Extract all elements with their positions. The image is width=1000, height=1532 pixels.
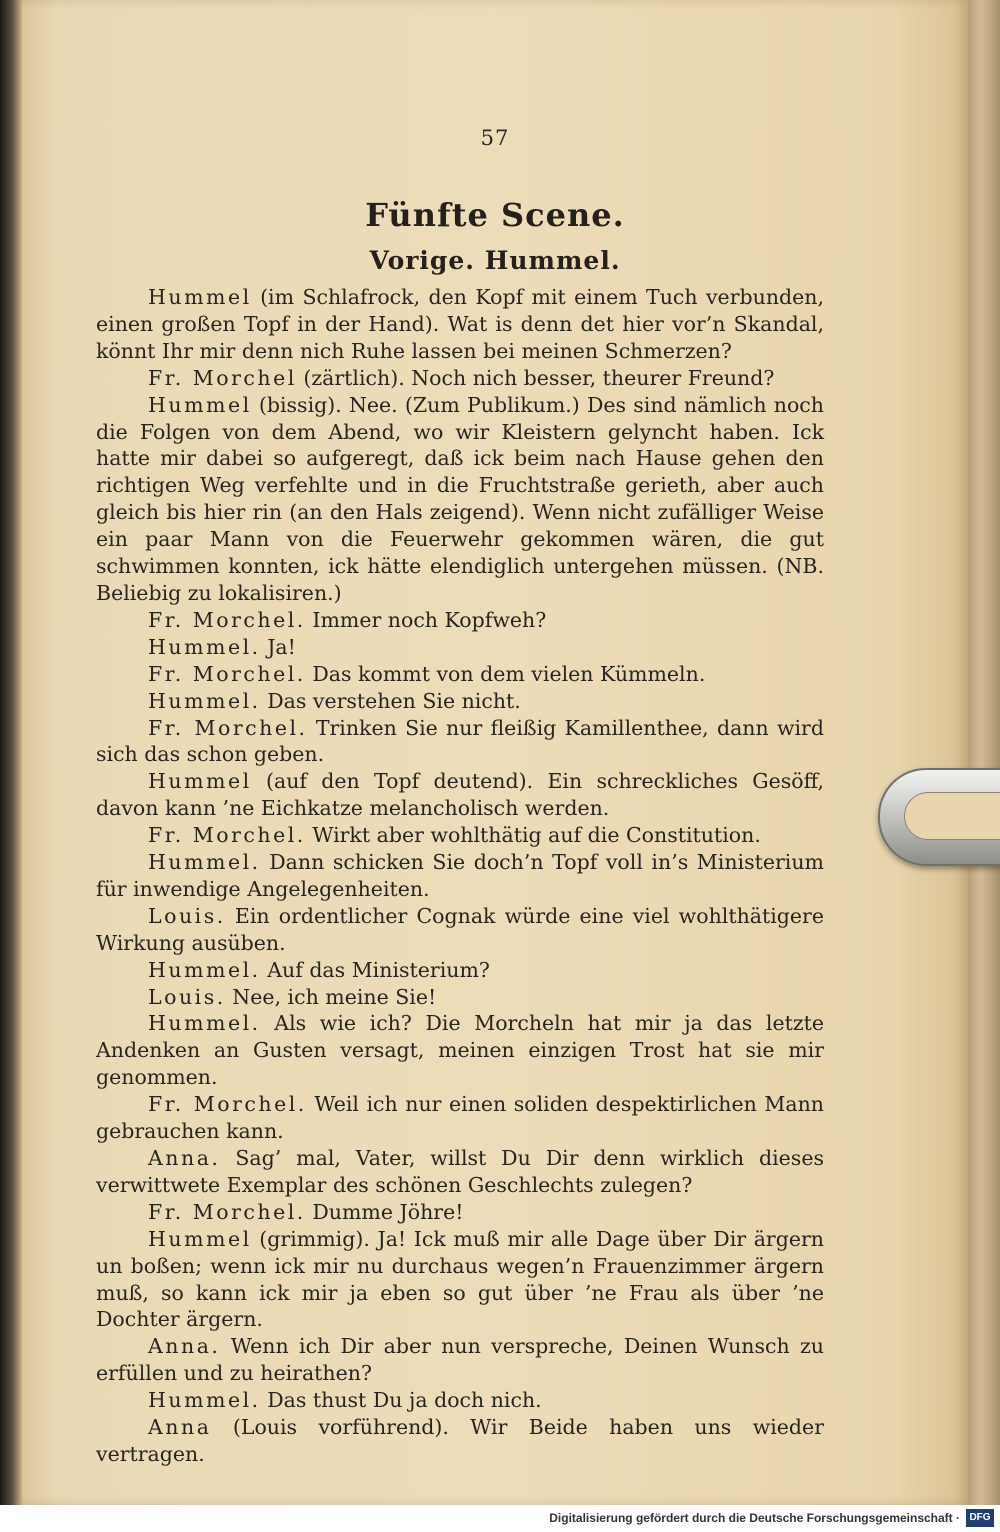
dialogue-paragraph bbox=[96, 849, 824, 903]
dialogue-paragraph bbox=[96, 607, 824, 634]
dialogue-paragraph bbox=[96, 1387, 824, 1414]
dialogue-paragraph bbox=[96, 1091, 824, 1145]
dialogue-line: Dumme Jöhre! bbox=[312, 1199, 464, 1224]
dialogue-paragraph bbox=[96, 1199, 824, 1226]
dialogue-line: (auf den Topf deutend). Ein schreckliches Gesöff, davon kann ’ne Eichkatze melancholisch werden. bbox=[96, 769, 824, 821]
dialogue-line: Sag’ mal, Vater, willst Du Dir denn wirklich dieses verwittwete Exemplar des schönen Geschlechts zulegen? bbox=[96, 1146, 824, 1197]
speaker-name: Fr. Morchel. bbox=[148, 607, 306, 632]
dialogue-paragraph bbox=[96, 957, 824, 984]
dialogue-line: (grimmig). Ja! Ick muß mir alle Dage über Dir ärgern un boßen; wenn ick mir nu durchaus wegen’n Frauenzimmer ärgern muß, so kann ick mir ja eben so gut über ’ne Frau als über ’ne Dochter ärgern. bbox=[96, 1226, 824, 1332]
footer-credit: Digitalisierung gefördert durch die Deutsche Forschungsgemeinschaft · bbox=[549, 1511, 960, 1525]
dialogue-line: Das kommt von dem vielen Kümmeln. bbox=[312, 661, 706, 686]
speaker-name: Hummel bbox=[148, 392, 252, 417]
dialogue-line: Das verstehen Sie nicht. bbox=[267, 688, 521, 713]
speaker-name: Hummel. bbox=[148, 957, 261, 982]
speaker-name: Fr. Morchel. bbox=[148, 661, 306, 686]
scene-subtitle: Vorige. Hummel. bbox=[369, 246, 621, 275]
dialogue-line: Weil ich nur einen soliden despektirlichen Mann gebrauchen kann. bbox=[96, 1092, 824, 1144]
dialogue-paragraph bbox=[96, 688, 824, 715]
dialogue-line: Das thust Du ja doch nich. bbox=[267, 1388, 542, 1413]
speaker-name: Hummel. bbox=[148, 1388, 261, 1413]
speaker-name: Louis. bbox=[148, 984, 226, 1009]
dialogue-paragraph bbox=[96, 1010, 824, 1091]
dialogue-line: Immer noch Kopfweh? bbox=[312, 607, 547, 632]
speaker-name: Hummel. bbox=[148, 634, 261, 659]
dialogue-line: Wirkt aber wohlthätig auf die Constitution. bbox=[312, 823, 761, 848]
dialogue-paragraph bbox=[96, 1145, 824, 1199]
dialogue-line: Wenn ich Dir aber nun verspreche, Deinen Wunsch zu erfüllen und zu heirathen? bbox=[96, 1334, 824, 1386]
speaker-name: Hummel. bbox=[148, 850, 261, 875]
dialogue-paragraph bbox=[96, 1333, 824, 1387]
speaker-name: Fr. Morchel. bbox=[148, 1199, 306, 1224]
scene-title: Fünfte Scene. bbox=[365, 196, 625, 234]
dialogue-paragraph bbox=[96, 984, 824, 1011]
speaker-name: Fr. Morchel. bbox=[148, 1092, 307, 1117]
dialogue-line: Trinken Sie nur fleißig Kamillenthee, dann wird sich das schon geben. bbox=[96, 715, 824, 767]
speaker-name: Fr. Morchel. bbox=[148, 823, 306, 848]
speaker-name: Anna. bbox=[148, 1146, 221, 1170]
dialogue-line: (Louis vorführend). Wir Beide haben uns wieder vertragen. bbox=[96, 1415, 824, 1466]
dialogue-paragraph bbox=[96, 1226, 824, 1334]
dialogue-paragraph bbox=[96, 365, 824, 392]
dialogue-line: Als wie ich? Die Morcheln hat mir ja das letzte Andenken an Gusten versagt, meinen einzigen Trost hat sie mir genommen. bbox=[96, 1011, 824, 1090]
book-binding-edge bbox=[0, 0, 22, 1532]
dialogue-paragraph bbox=[96, 284, 824, 365]
dialogue-line: Ja! bbox=[267, 634, 296, 659]
dialogue-paragraph bbox=[96, 715, 824, 769]
page-clip-opening bbox=[904, 792, 1000, 840]
speaker-name: Hummel. bbox=[148, 1011, 261, 1036]
speaker-name: Anna bbox=[148, 1415, 212, 1440]
dialogue-text bbox=[96, 284, 824, 1468]
dialogue-paragraph bbox=[96, 768, 824, 822]
page-number: 57 bbox=[480, 126, 510, 150]
speaker-name: Hummel. bbox=[148, 688, 261, 713]
dialogue-paragraph bbox=[96, 822, 824, 849]
speaker-name: Fr. Morchel bbox=[148, 365, 297, 390]
dialogue-paragraph bbox=[96, 661, 824, 688]
dialogue-paragraph bbox=[96, 634, 824, 661]
dialogue-paragraph bbox=[96, 1414, 824, 1468]
dialogue-line: (zärtlich). Noch nich besser, theurer Freund? bbox=[303, 365, 775, 390]
speaker-name: Hummel bbox=[148, 1226, 252, 1251]
page-edge bbox=[968, 0, 1000, 1505]
speaker-name: Hummel bbox=[148, 769, 252, 794]
speaker-name: Anna. bbox=[148, 1334, 221, 1359]
dialogue-paragraph bbox=[96, 903, 824, 957]
speaker-name: Louis. bbox=[148, 903, 226, 928]
book-page bbox=[22, 0, 968, 1505]
dialogue-line: Ein ordentlicher Cognak würde eine viel wohlthätigere Wirkung ausüben. bbox=[96, 903, 824, 955]
speaker-name: Fr. Morchel. bbox=[148, 715, 308, 740]
dialogue-line: (bissig). Nee. (Zum Publikum.) Des sind nämlich noch die Folgen von dem Abend, wo wir Kleistern gelyncht haben. Ick hatte mir dabei so aufgeregt, daß ick beim nach Hause gehen den richtigen Weg verfehlte und in die Fruchtstraße gerieth, aber auch gleich bis hier rin (an den Hals zeigend). Wenn nicht zufälliger Weise ein paar Mann von die Feuerwehr gekommen wären, die gut schwimmen konnten, ick hätte elendiglich untergehen müssen. (NB. Beliebig zu lokalisiren.) bbox=[96, 392, 824, 605]
dialogue-paragraph bbox=[96, 392, 824, 607]
dialogue-line: Nee, ich meine Sie! bbox=[232, 984, 437, 1009]
dfg-logo: DFG bbox=[966, 1509, 994, 1527]
dialogue-line: (im Schlafrock, den Kopf mit einem Tuch verbunden, einen großen Topf in der Hand). Wat is denn det hier vor’n Skandal, könnt Ihr mir denn nich Ruhe lassen bei meinen Schmerzen? bbox=[96, 285, 824, 363]
speaker-name: Hummel bbox=[148, 285, 252, 309]
dialogue-line: Dann schicken Sie doch’n Topf voll in’s Ministerium für inwendige Angelegenheiten. bbox=[96, 850, 824, 901]
dialogue-line: Auf das Ministerium? bbox=[267, 957, 490, 982]
page-clip bbox=[878, 768, 1000, 866]
